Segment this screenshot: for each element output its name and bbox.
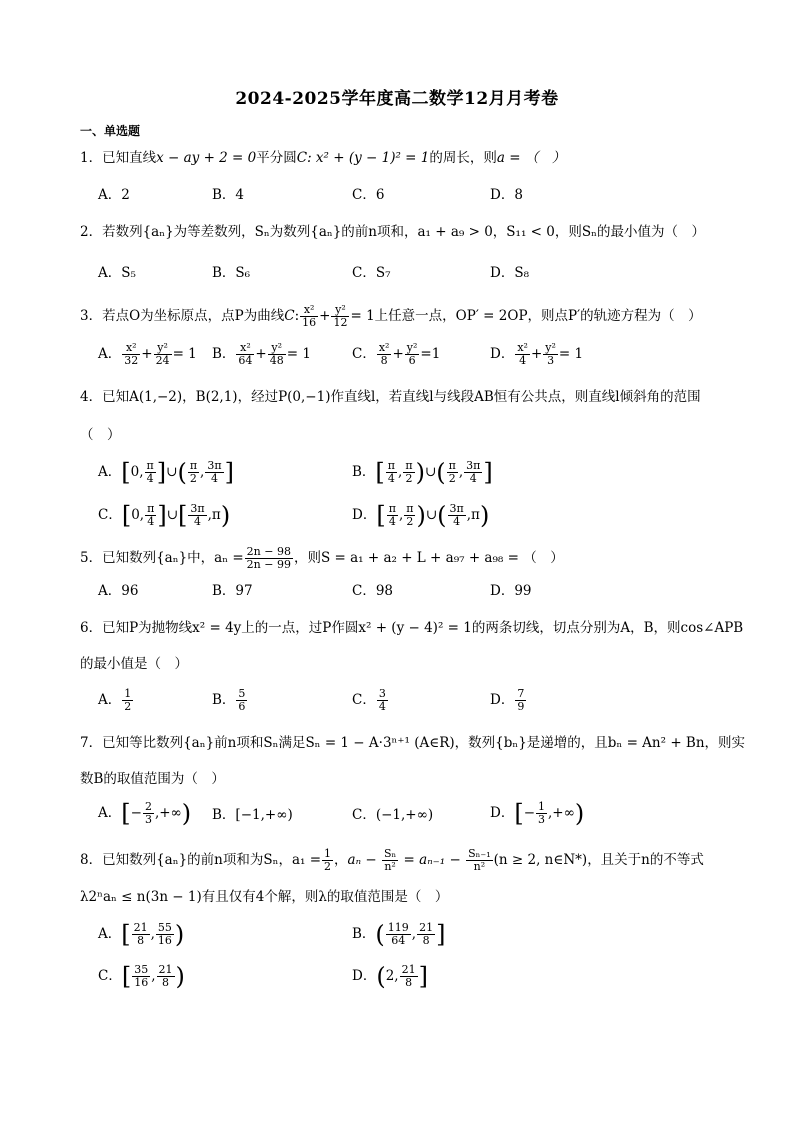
q8-stem-prefix: 8．已知数列{aₙ}的前n项和为Sₙ，a₁ = — [80, 852, 322, 868]
q3-stem-suffix: 上任意一点，OP′ = 2OP，则点P′的轨迹方程为（ ） — [374, 308, 702, 324]
question-2: 2．若数列{aₙ}为等差数列，Sₙ为数列{aₙ}的前n项和，a₁ + a₉ > 0，S₁₁ < 0，则Sₙ的最小值为（ ） — [80, 224, 705, 240]
question-8-line1: 8．已知数列{aₙ}的前n项和为Sₙ，a₁ = $\frac{1}{2}$ ，aₙ − $\frac{\text{Sₙ}}{\text{n²}}$ = aₙ₋₁ − $\frac{\text{Sₙ₋₁}}{\text{n²}}$ (n ≥ 2, n∈N*)，且关于n的不等式 — [80, 847, 704, 873]
section-heading: 一、单选题 — [80, 124, 141, 138]
q8-option-c[interactable]: C．[ $\frac{35}{16}$ , $\frac{21}{8}$ ) — [98, 962, 185, 991]
q5-stem-prefix: 5．已知数列{aₙ}中，aₙ = — [80, 550, 244, 566]
q5-option-a[interactable]: A．96 — [98, 583, 139, 599]
q1-option-a[interactable]: A．2 — [98, 187, 130, 203]
q3-option-b[interactable]: B． $\frac{\text{x²}}{64}$ + $\frac{\text{y²}}{48}$ = 1 — [212, 341, 311, 367]
q5-option-b[interactable]: B．97 — [212, 583, 253, 599]
q1-option-b[interactable]: B．4 — [212, 187, 245, 203]
q1-stem-prefix: 1．已知直线 — [80, 150, 157, 166]
question-1 — [80, 149, 724, 167]
q1-option-d[interactable]: D．8 — [490, 187, 523, 203]
q8-stem-suffix: ，且关于n的不等式 — [587, 852, 704, 868]
q4-option-b[interactable]: B．[ $\frac{\pi}{4}$ , $\frac{\pi}{2}$ )∪( $\frac{\pi}{2}$ , $\frac{3\pi}{4}$ ] — [352, 458, 493, 487]
q8-option-b[interactable]: B．( $\frac{119}{64}$ , $\frac{21}{8}$ ] — [352, 920, 446, 949]
q7-option-b[interactable]: B．[−1,+∞) — [212, 807, 293, 823]
q5-option-d[interactable]: D．99 — [490, 583, 532, 599]
q6-option-b[interactable]: B． $\frac{5}{6}$ — [212, 687, 246, 713]
q4-option-a[interactable]: A．[0, $\frac{\pi}{4}$ ]∪( $\frac{\pi}{2}$ , $\frac{3\pi}{4}$ ] — [98, 458, 234, 487]
page-title: 2024-2025学年度高二数学12月月考卷 — [235, 89, 559, 109]
q3-option-d[interactable]: D． $\frac{\text{x²}}{4}$ + $\frac{\text{y²}}{3}$ = 1 — [490, 341, 584, 367]
q3-option-c[interactable]: C． $\frac{\text{x²}}{8}$ + $\frac{\text{y²}}{6}$ =1 — [352, 341, 441, 367]
q1-stem-mid: 平分圆 — [256, 150, 297, 166]
q3-stem-prefix: 3．若点O为坐标原点，点P为曲线 — [80, 308, 285, 324]
question-7-line2: 数B的取值范围为（ ） — [80, 771, 225, 787]
q7-option-a[interactable]: A．[− $\frac{2}{3}$ ,+∞) — [98, 799, 192, 828]
q3-frac-x: $\frac{\text{x²}}{16}$ — [302, 303, 317, 329]
question-6-line1: 6．已知P为抛物线x² = 4y上的一点，过P作圆x² + (y − 4)² = 1的两条切线，切点分别为A，B，则cos∠APB — [80, 620, 744, 636]
q3-option-a[interactable]: A． $\frac{\text{x²}}{32}$ + $\frac{\text{y²}}{24}$ = 1 — [98, 341, 197, 367]
q1-circle-eq: C: x² + (y − 1)² = 1 — [296, 150, 430, 166]
q1-stem-suffix: 的周长，则 — [429, 150, 497, 166]
question-3: 3．若点O为坐标原点，点P为曲线C: $\frac{\text{x²}}{16}$ + $\frac{\text{y²}}{12}$ = 1上任意一点，OP′ = 2OP，则点P′的轨迹方程为（ ） — [80, 303, 702, 329]
q1-option-c[interactable]: C．6 — [352, 187, 385, 203]
q5-option-c[interactable]: C．98 — [352, 583, 394, 599]
question-8-line2: λ2ⁿaₙ ≤ n(3n − 1)有且仅有4个解，则λ的取值范围是（ ） — [80, 889, 449, 905]
q4-option-c[interactable]: C．[0, $\frac{\pi}{4}$ ]∪[ $\frac{3\pi}{4}$ ,π) — [98, 501, 231, 530]
q1-line-eq: x − ay + 2 = 0 — [156, 150, 257, 166]
q7-option-c[interactable]: C．(−1,+∞) — [352, 807, 434, 823]
q1-ask: a = （ ） — [496, 150, 566, 166]
question-6-line2: 的最小值是（ ） — [80, 656, 188, 672]
q8-option-d[interactable]: D．(2, $\frac{21}{8}$ ] — [352, 962, 428, 991]
question-7-line1: 7．已知等比数列{aₙ}前n项和Sₙ满足Sₙ = 1 − A·3ⁿ⁺¹ (A∈R)，数列{bₙ}是递增的，且bₙ = An² + Bn，则实 — [80, 735, 746, 751]
q7-option-d[interactable]: D．[− $\frac{1}{3}$ ,+∞) — [490, 799, 585, 828]
q6-option-d[interactable]: D． $\frac{7}{9}$ — [490, 687, 525, 713]
q2-option-a[interactable]: A．S₅ — [98, 265, 136, 281]
q6-option-a[interactable]: A． $\frac{1}{2}$ — [98, 687, 132, 713]
q2-option-d[interactable]: D．S₈ — [490, 265, 529, 281]
question-5 — [80, 546, 724, 571]
q5-stem-suffix: ，则S = a₁ + a₂ + L + a₉₇ + a₉₈ = （ ） — [293, 550, 564, 566]
q2-option-c[interactable]: C．S₇ — [352, 265, 391, 281]
q5-fraction: $\frac{2n - 98}{2n - 99}$ — [246, 545, 291, 571]
q2-option-b[interactable]: B．S₆ — [212, 265, 251, 281]
q3-frac-y: $\frac{\text{y²}}{12}$ — [333, 303, 348, 329]
q8-option-a[interactable]: A．[ $\frac{21}{8}$ , $\frac{55}{16}$ ) — [98, 920, 185, 949]
question-4-line1: 4．已知A(1,−2)，B(2,1)，经过P(0,−1)作直线l，若直线l与线段AB恒有公共点，则直线l倾斜角的范围 — [80, 389, 701, 405]
q4-option-d[interactable]: D．[ $\frac{\pi}{4}$ , $\frac{\pi}{2}$ )∪( $\frac{3\pi}{4}$ ,π) — [352, 501, 490, 530]
question-4-line2: （ ） — [80, 427, 121, 443]
q6-option-c[interactable]: C． $\frac{3}{4}$ — [352, 687, 386, 713]
